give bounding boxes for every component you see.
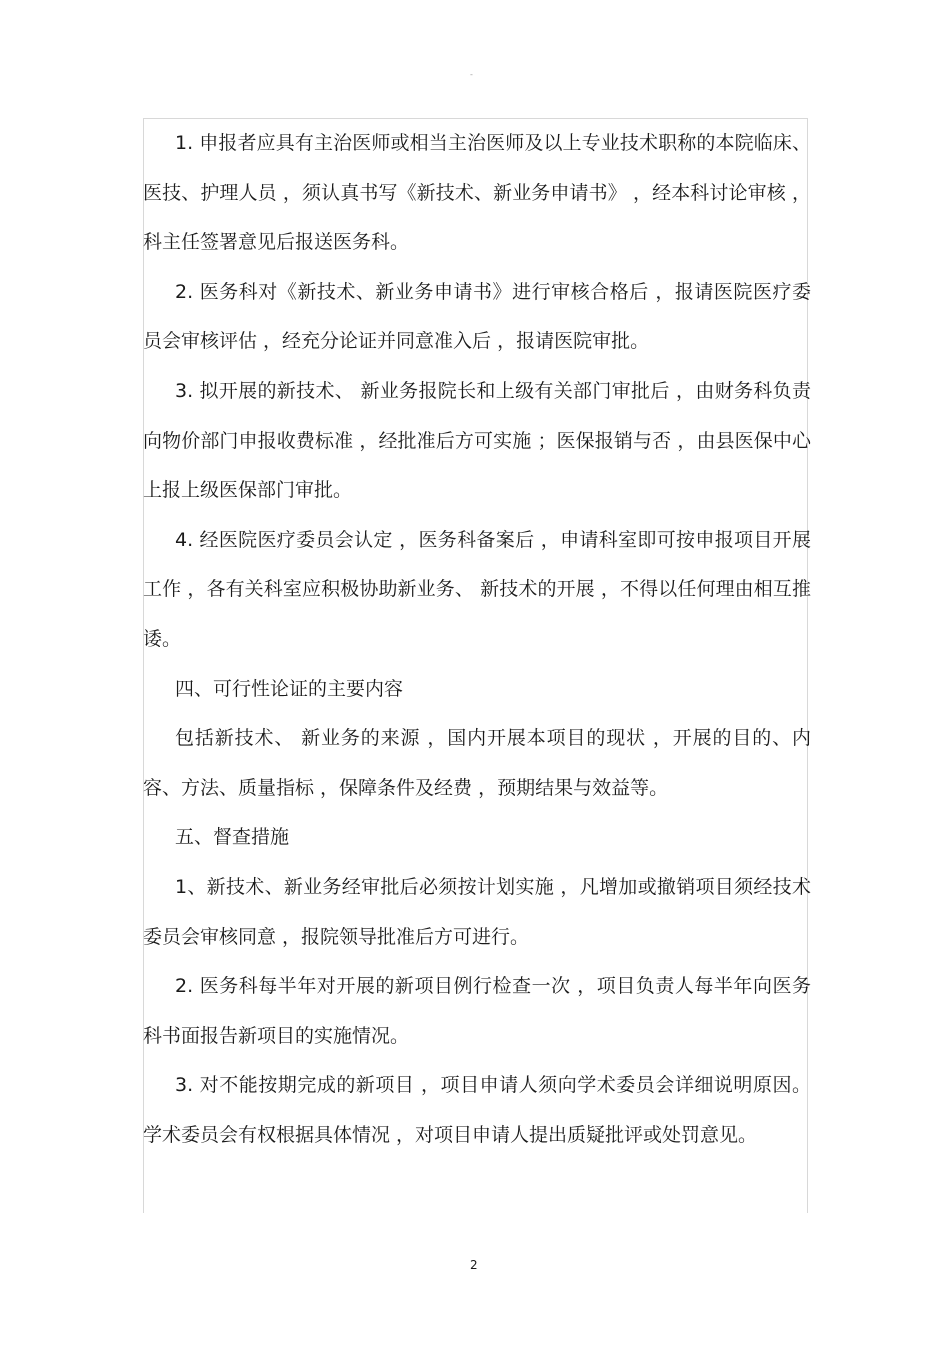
section-heading-5: 五、督查措施 [175,826,290,849]
section-heading-4: 四、可行性论证的主要内容 [175,677,404,700]
paragraph-measure-1: 1、新技术、新业务经审批后必须按计划实施 ，凡增加或撤销项目须经技术委员会审核同意 ，报院领导批准后方可进行。 [143,875,811,948]
paragraph-item-2: 2. 医务科对《新技术、新业务申请书》进行审核合格后 ，报请医院医疗委员会审核评估 ，经充分论证并同意准入后 ，报请医院审批。 [143,280,811,353]
paragraph-feasibility: 包括新技术、 新业务的来源 ，国内开展本项目的现状 ，开展的目的、内容、方法、质量指标 ，保障条件及经费 ，预期结果与效益等。 [143,727,811,799]
paragraph-item-4: 4. 经医院医疗委员会认定 ，医务科备案后 ，申请科室即可按申报项目开展工作 ，各有关科室应积极协助新业务、 新技术的开展 ，不得以任何理由相互推诿。 [143,528,811,650]
paragraph-item-1: 1. 申报者应具有主治医师或相当主治医师及以上专业技术职称的本院临床、医技、护理人员 ，须认真书写《新技术、新业务申请书》 ，经本科讨论审核 ，科主任签署意见后报送医务科。 [143,132,811,254]
header-mark: - [470,70,473,79]
document-body [143,119,811,1160]
page-number: 2 [470,1258,478,1272]
paragraph-measure-3: 3. 对不能按期完成的新项目 ，项目申请人须向学术委员会详细说明原因。学术委员会有权根据具体情况 ，对项目申请人提出质疑批评或处罚意见。 [143,1074,811,1146]
paragraph-item-3: 3. 拟开展的新技术、 新业务报院长和上级有关部门审批后 ，由财务科负责向物价部门申报收费标准 ，经批准后方可实施 ；医保报销与否 ，由县医保中心上报上级医保部门审批。 [143,379,811,502]
paragraph-measure-2: 2. 医务科每半年对开展的新项目例行检查一次 ，项目负责人每半年向医务科书面报告新项目的实施情况。 [143,975,811,1047]
